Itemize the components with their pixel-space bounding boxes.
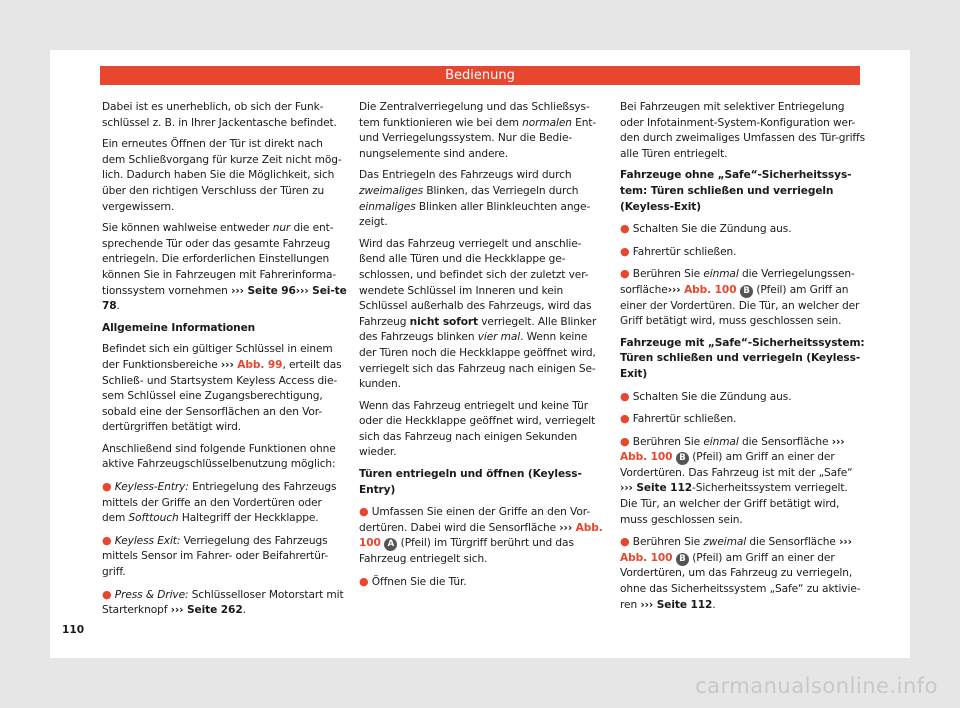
bullet-icon: ● [102, 480, 112, 494]
paragraph: Wird das Fahrzeug verriegelt und anschlie-ßend alle Türen und die Heckklappe ge-schlossen, und befindet sich der zuletzt ver-wendete Schlüssel im Inneren und kein Schlüssel außerhalb des Fahrzeugs, wird das Fahrzeug nicht sofort verriegelt. Alle Blinker des Fahrzeugs blinken vier mal. Wenn keine der Türen noch die Heckklappe geöffnet wird, verriegelt sich das Fahrzeug nach einigen Se-kunden. [359, 237, 597, 391]
page-number: 110 [62, 624, 85, 636]
marker-a-icon: A [384, 538, 397, 551]
figure-link[interactable]: Abb. 100 [620, 451, 676, 464]
section-heading: Türen entriegeln und öffnen (Keyless-Entry) [359, 468, 582, 496]
list-item: ● Press & Drive: Schlüsselloser Motorstart mit Starterknopf ››› Seite 262. [102, 587, 344, 617]
bullet-icon: ● [620, 267, 630, 281]
watermark: carmanualsonline.info [695, 674, 938, 698]
paragraph: Befindet sich ein gültiger Schlüssel in einem der Funktionsbereiche ››› Abb. 99, erteilt das Schließ- und Startsystem Keyless Access die-sem Schlüssel eine Zugangsberechtigung, sobald eine der Sensorflächen an den Vor-dertürgriffen betätigt wird. [102, 343, 342, 434]
bullet-icon: ● [620, 412, 630, 426]
list-item: ● Fahrertür schließen. [620, 412, 737, 426]
list-item: ● Berühren Sie einmal die Sensorfläche ››› Abb. 100 B (Pfeil) am Griff an einer der Vordertüren. Das Fahrzeug ist mit der „Safe“ ››› Seite 112-Sicherheitssystem verriegelt. Die Tür, an welcher der Griff betätigt wird, muss geschlossen sein. [620, 434, 853, 526]
bullet-icon: ● [620, 434, 630, 448]
page-link[interactable]: ››› Seite 96››› Sei-te 78 [102, 284, 347, 313]
list-item: ● Öffnen Sie die Tür. [359, 574, 467, 588]
link-arrows: ››› [839, 536, 852, 549]
section-header [100, 66, 860, 85]
page-link[interactable]: ››› Seite 112 [640, 598, 713, 611]
paragraph: Dabei ist es unerheblich, ob sich der Funk-schlüssel z. B. in Ihrer Jackentasche befindet. [102, 101, 337, 129]
column-1 [102, 100, 348, 625]
paragraph: Bei Fahrzeugen mit selektiver Entriegelung oder Infotainment-System-Konfiguration wer-den durch zweimaliges Umfassen des Tür-griffs alle Türen entriegelt. [620, 101, 866, 160]
paragraph: Wenn das Fahrzeug entriegelt und keine Tür oder die Heckklappe geöffnet wird, verriegelt sich das Fahrzeug nach einigen Sekunden wieder. [359, 399, 596, 459]
bullet-icon: ● [102, 533, 112, 547]
paragraph: Anschließend sind folgende Funktionen ohne aktive Fahrzeugschlüsselbenutzung möglich: [102, 442, 336, 471]
list-item: ● Schalten Sie die Zündung aus. [620, 389, 792, 403]
bullet-icon: ● [359, 505, 369, 519]
section-heading: Fahrzeuge ohne „Safe“-Sicherheitssys-tem: Türen schließen und verriegeln (Keyless-Exit) [620, 169, 852, 213]
list-item: ● Umfassen Sie einen der Griffe an den Vor-dertüren. Dabei wird die Sensorfläche ››› Abb. 100 A (Pfeil) im Türgriff berührt und das Fahrzeug entriegelt sich. [359, 505, 603, 566]
bullet-icon: ● [620, 222, 630, 236]
marker-b-icon: B [676, 452, 689, 465]
list-item: ● Keyless-Entry: Entriegelung des Fahrzeugs mittels der Griffe an den Vordertüren oder dem Softtouch Haltegriff der Heckklappe. [102, 480, 337, 525]
paragraph: Ein erneutes Öffnen der Tür ist direkt nach dem Schließvorgang für kurze Zeit nicht mög-lich. Dadurch haben Sie die Möglichkeit, sich über den richtigen Verschluss der Türen zu vergewissern. [102, 138, 342, 213]
bullet-icon: ● [359, 574, 369, 588]
bullet-icon: ● [620, 389, 630, 403]
list-item: ● Keyless Exit: Verriegelung des Fahrzeugs mittels Sensor im Fahrer- oder Beifahrertür-griff. [102, 533, 329, 579]
marker-b-icon: B [676, 553, 689, 566]
bullet-icon: ● [102, 587, 112, 601]
figure-link[interactable]: Abb. 100 [620, 551, 676, 564]
link-arrows: ››› [667, 283, 681, 296]
link-arrows: ››› [559, 521, 573, 534]
list-item: ● Berühren Sie einmal die Verriegelungssen-sorfläche››› Abb. 100 B (Pfeil) am Griff an einer der Vordertüren. Die Tür, an welcher der Griff betätigt wird, muss geschlossen sein. [620, 267, 860, 328]
column-2 [359, 100, 605, 596]
link-arrows: ››› [220, 358, 234, 371]
list-item: ● Berühren Sie zweimal die Sensorfläche ››› Abb. 100 B (Pfeil) am Griff an einer der Vordertüren, um das Fahrzeug zu verriegeln, ohne das Sicherheitssystem „Safe“ zu aktivie-ren ››› Seite 112. [620, 535, 861, 611]
figure-link[interactable]: Abb. 99 [233, 358, 283, 371]
list-item: ● Schalten Sie die Zündung aus. [620, 222, 792, 236]
figure-link[interactable]: Abb. 100 [359, 521, 603, 550]
column-3 [620, 100, 866, 619]
bullet-icon: ● [620, 535, 630, 549]
paragraph: Die Zentralverriegelung und das Schließsys-tem funktionieren wie bei dem normalen Ent- und Verriegelungssystem. Nur die Bedie-nungselemente sind andere. [359, 101, 597, 160]
section-title: Bedienung [445, 68, 515, 83]
paragraph: Sie können wahlweise entweder nur die ent-sprechende Tür oder das gesamte Fahrzeug entriegeln. Die erforderlichen Einstellungen können Sie in Fahrzeugen mit Fahrerinforma-tionssystem vornehmen ››› Seite 96››› Sei-te 78. [102, 222, 347, 313]
figure-link[interactable]: Abb. 100 [680, 283, 741, 296]
page-link[interactable]: ››› Seite 262 [170, 604, 243, 617]
paragraph: Das Entriegeln des Fahrzeugs wird durch zweimaliges Blinken, das Verriegeln durch einmaliges Blinken aller Blinkleuchten ange-zeigt. [359, 169, 591, 229]
page-link[interactable]: ››› Seite 112 [620, 482, 692, 495]
list-item: ● Fahrertür schließen. [620, 244, 737, 258]
link-arrows: ››› [831, 435, 845, 448]
section-heading: Fahrzeuge mit „Safe“-Sicherheitssystem: Türen schließen und verriegeln (Keyless-Exit) [620, 336, 865, 380]
section-heading: Allgemeine Informationen [102, 321, 256, 334]
marker-b-icon: B [740, 285, 753, 298]
bullet-icon: ● [620, 244, 630, 258]
